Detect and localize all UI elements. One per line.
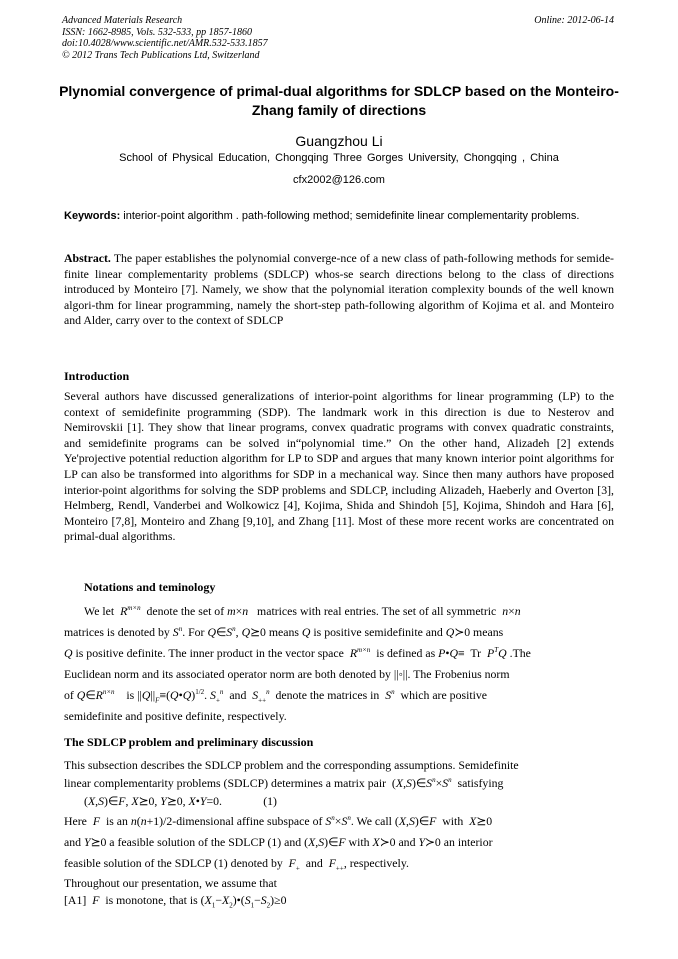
copyright-line: © 2012 Trans Tech Publications Ltd, Switzerland <box>62 49 260 61</box>
sdlcp-line-2: linear complementarity problems (SDLCP) determines a matrix pair $(X,S)\in S^n\times S^n$ satisfying <box>64 776 504 790</box>
abstract-text: The paper establishes the polynomial converge-nce of a new class of path-following methods for semide- finite linear complementarity problems (SDLCP) whos-se search directions belong to the class of directions introduced by Monteiro [7]. Namely, we show that the polynomial iteration complexity bounds of the well known algori-thm for linear programming, namely the short-step path-following algorithm of Kojima et al. and Monteiro and Alder, carry over to the context of SDLCP <box>64 251 614 328</box>
introduction-heading: Introduction <box>64 369 130 383</box>
sdlcp-line-4: and Y⪰0 a feasible solution of the SDLCP (1) and (X,S)∈F with X≻0 and Y≻0 an interior <box>64 835 493 849</box>
journal-name: Advanced Materials Research <box>62 15 183 26</box>
notations-heading: Notations and teminology <box>84 580 216 594</box>
notations-line-1: We let $R^{m\times n}$ denote the set of m×n matrices with real entries. The set of all symmetric n×n <box>84 604 521 618</box>
sdlcp-equation-1: (X,S)∈F, X⪰0, Y⪰0, X•Y=0. (1) <box>84 794 277 808</box>
issn-line: ISSN: 1662-8985, Vols. 532-533, pp 1857-1860 <box>62 26 252 38</box>
sdlcp-line-7: [A1] F is monotone, that is $(X_1-X_2)•(S_1-S_2)\ge 0$ <box>64 893 287 910</box>
journal-header <box>62 15 268 61</box>
equation-number: (1) <box>263 794 277 808</box>
sdlcp-line-3: Here F is an n(n+1)/2-dimensional affine subspace of $S^n\times S^n$. We call (X,S)∈F with X⪰0 <box>64 814 493 828</box>
sdlcp-line-6: Throughout our presentation, we assume that <box>64 876 277 890</box>
author-affiliation: School of Physical Education, Chongqing Three Gorges University, Chongqing , China <box>119 152 559 164</box>
keywords-text: interior-point algorithm . path-following method; semidefinite linear complementarity problems. <box>120 210 580 222</box>
notations-line-5: of $Q\in R^{n\times n}$ is $||Q||_F\equiv(Q•Q)^{1/2}$. $S_+^n$ and $S_{++}^n$ denote the matrices in $S^n$ which are positive <box>64 688 488 705</box>
online-date: Online: 2012-06-14 <box>534 15 614 26</box>
sdlcp-line-1: This subsection describes the SDLCP problem and the corresponding assumptions. Semidefinite <box>64 758 519 772</box>
paper-title: Plynomial convergence of primal-dual algorithms for SDLCP based on the Monteiro-Zhang family of directions <box>59 83 619 118</box>
doi-line: doi:10.4028/www.scientific.net/AMR.532-533.1857 <box>62 38 268 49</box>
sdlcp-line-5: feasible solution of the SDLCP (1) denoted by $F_+$ and $F_{++}$, respectively. <box>64 856 409 873</box>
notations-line-4: Euclidean norm and its associated operator norm are both denoted by ||◦||. The Frobenius norm <box>64 667 510 681</box>
introduction-text: Several authors have discussed generalizations of interior-point algorithms for linear programming (LP) to the context of semidefinite programming (SDP). The landmark work in this direction is due to Nesterov and Nemirovskii [1]. They show that linear programs, convex quadratic programs with convex quadratic constraints, and semidefinite programs can be solved in“polynomial time.” On the other hand, Alizadeh [2] extends Ye'projective potential reduction algorithm for LP to SDP and argues that many known interior point algorithms for LP can also be transformed into algorithms for SDP in a mechanical way. Since then many authors have proposed interior-point algorithms for solving the SDP problems and SDLCP, including Alizadeh, Haeberly and Overton [3], Helmberg, Rendl, Vanderbei and Wolkowicz [4], Kojima, Shida and Shindoh [5], Kojima, Shindoh and Hara [6], Monteiro [7,8], Monteiro and Zhang [9,10], and Zhang [11]. Most of these more recent works are concentrated on primal-dual algorithms. <box>64 389 614 544</box>
abstract <box>64 251 614 329</box>
keywords-label: Keywords: <box>64 210 121 222</box>
notations-line-3: Q is positive definite. The inner product in the vector space $R^{m\times n}$ is defined as P•Q≡ Tr $P^TQ$ .The <box>64 646 531 660</box>
notations-line-6: semidefinite and positive definite, respectively. <box>64 709 287 723</box>
abstract-label: Abstract. <box>64 251 111 265</box>
notations-line-2: matrices is denoted by $S^n$. For $Q\in S^n$, Q⪰0 means Q is positive semidefinite and Q≻0 means <box>64 625 504 639</box>
author-email: cfx2002@126.com <box>293 174 385 186</box>
author-name: Guangzhou Li <box>295 133 383 149</box>
sdlcp-heading: The SDLCP problem and preliminary discussion <box>64 735 314 749</box>
keywords <box>64 209 614 224</box>
